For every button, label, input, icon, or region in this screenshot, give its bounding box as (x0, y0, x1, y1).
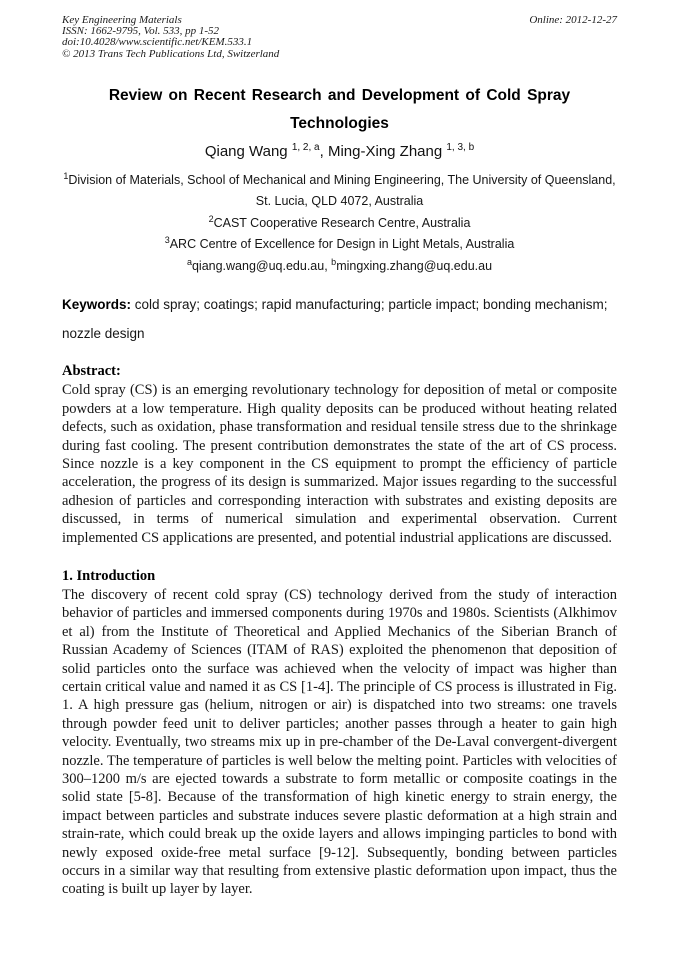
keywords-label: Keywords: (62, 297, 132, 313)
authors-line (62, 141, 617, 163)
journal-header-left (62, 15, 279, 60)
affiliation-text-3: ARC Centre of Excellence for Design in Light Metals, Australia (169, 237, 515, 252)
affiliation-text-1: Division of Materials, School of Mechanical and Mining Engineering, The University of Queensland, St. Lucia, QLD 4072, Australia (68, 172, 616, 209)
abstract-heading: Abstract: (62, 363, 121, 380)
email-superscript-b: b (331, 256, 337, 267)
keywords-text: cold spray; coatings; rapid manufacturing; particle impact; bonding mechanism; nozzle design (62, 297, 608, 342)
affiliation-superscript-1: 1 (63, 170, 69, 181)
author-superscript-2: 1, 3, b (446, 141, 475, 153)
email-address-a: qiang.wang@uq.edu.au (191, 258, 325, 273)
doi-line: doi:10.4028/www.scientific.net/KEM.533.1 (62, 36, 253, 49)
affiliation-text-2: CAST Cooperative Research Centre, Australia (213, 215, 471, 230)
affiliation-superscript-3: 3 (164, 235, 170, 246)
introduction-heading: 1. Introduction (62, 567, 156, 584)
email-superscript-a: a (186, 256, 192, 267)
email-separator: , (324, 258, 332, 273)
author-name-1: Qiang Wang (204, 142, 292, 160)
introduction-body: The discovery of recent cold spray (CS) technology derived from the study of interaction behavior of particles and immersed components during 1970s and 1980s. Scientists (Alkhimov et al) from the Institute of Theoretical and Applied Mechanics of the Siberian Branch of Russian Academy of Sciences (ITAM of RAS) exploited the phenomenon that deposition of solid particles onto the surface was achieved when the velocity of impact was higher than certain critical value and named it as CS [1-4]. The principle of CS process is illustrated in Fig. 1. A high pressure gas (helium, nitrogen or air) is dispatched into two streams: one travels through powder feed unit to deliver particles; another passes through a heater to gain high velocity. Eventually, two streams mix up in pre-chamber of the De-Laval convergent-divergent nozzle. The temperature of particles is well below the melting point. Particles with velocities of 300–1200 m/s are ejected towards a substrate to form metallic or composite coatings in the solid state [5-8]. Because of the transformation of high kinetic energy to strain energy, the impact between particles and substrate induces severe plastic deformation at a high strain and strain-rate, which could break up the oxide layers and allows impinging particles to bond with newly exposed oxide-free metal surface [9-12]. Subsequently, bonding between particles occurs in a similar way that resulting from extensive plastic deformation upon impact, thus the coating is built up layer by layer. (62, 586, 617, 898)
author-separator: , (319, 142, 328, 160)
abstract-body: Cold spray (CS) is an emerging revolutionary technology for deposition of metal or composite powders at a low temperature. High quality deposits can be produced without heating related defects, such as oxidation, phase transformation and residual tensile stress due to the shrinkage during fast cooling. The present contribution demonstrates the state of the art of CS process. Since nozzle is a key component in the CS equipment to prompt the efficiency of particle acceleration, the progress of its design is summarized. Major issues regarding to the successful adhesion of particles and corresponding interaction with substrates and existing deposits are discussed, in terms of numerical simulation and experimental observation. Current implemented CS applications are presented, and potential industrial applications are discussed. (62, 382, 617, 546)
paper-title: Review on Recent Research and Development of Cold Spray Technologies (108, 86, 571, 132)
affiliation-line-1 (62, 170, 617, 213)
author-name-2: Ming-Xing Zhang (327, 142, 447, 160)
journal-title: Key Engineering Materials (62, 14, 182, 26)
affiliation-superscript-2: 2 (208, 213, 214, 224)
journal-header (62, 15, 617, 60)
email-address-b: mingxing.zhang@uq.edu.au (336, 258, 493, 273)
emails-line (62, 256, 617, 278)
affiliation-line-2 (62, 213, 617, 235)
keywords-line (62, 290, 617, 348)
issn-line: ISSN: 1662-9795, Vol. 533, pp 1-52 (62, 25, 220, 38)
online-date: Online: 2012-12-27 (529, 14, 617, 26)
copyright-line: © 2013 Trans Tech Publications Ltd, Switzerland (62, 47, 280, 60)
author-superscript-1: 1, 2, a (291, 141, 320, 153)
affiliation-line-3 (62, 234, 617, 256)
affiliations-block (62, 170, 617, 278)
